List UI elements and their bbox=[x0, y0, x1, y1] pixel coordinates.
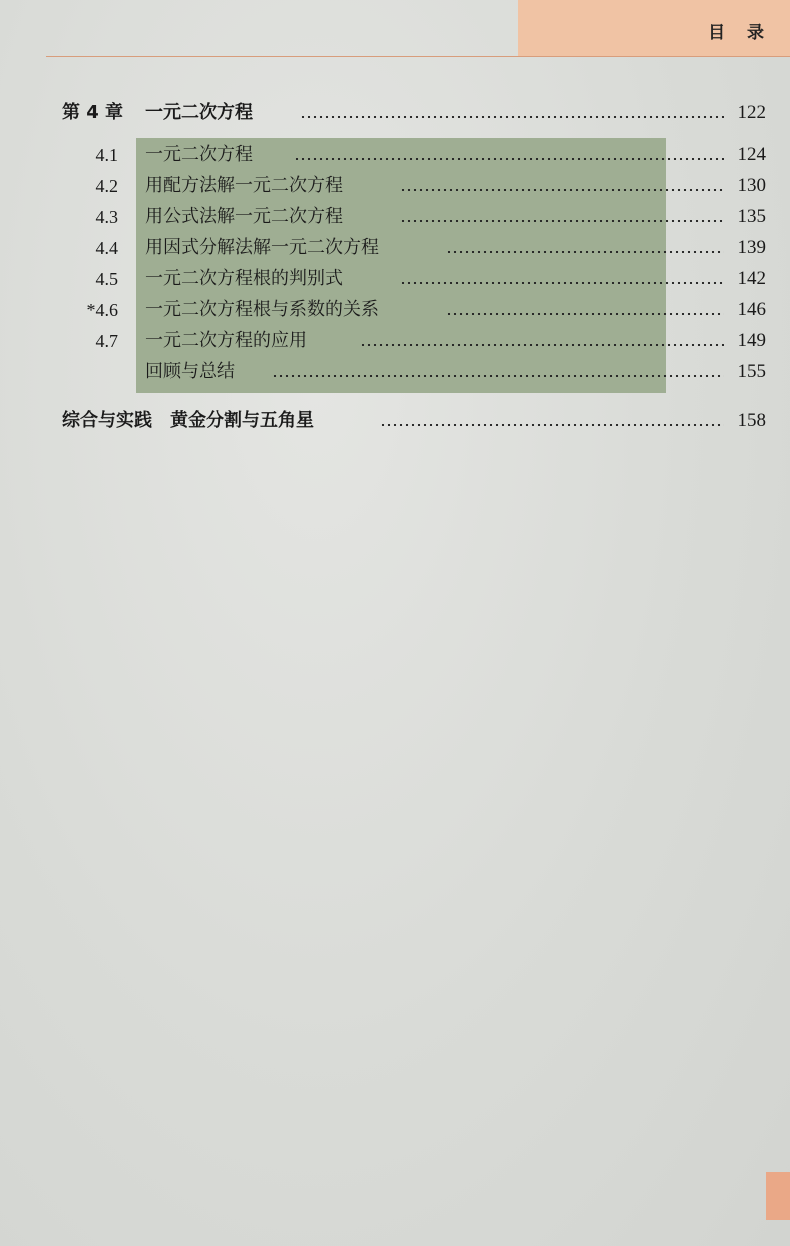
page-number: 155 bbox=[737, 361, 766, 382]
toc-section-entry[interactable] bbox=[0, 203, 790, 231]
chapter-title: 一元二次方程 bbox=[145, 102, 253, 123]
chapter-number: 第 4 章 bbox=[62, 102, 124, 123]
toc-section-entry[interactable] bbox=[0, 265, 790, 293]
section-title: 一元二次方程根与系数的关系 bbox=[145, 299, 379, 320]
section-number: 4.7 bbox=[95, 331, 118, 351]
section-number: *4.6 bbox=[86, 300, 118, 320]
header-rule bbox=[46, 56, 790, 57]
dot-leader bbox=[294, 141, 724, 169]
toc-section-entry[interactable] bbox=[0, 141, 790, 169]
dot-leader bbox=[380, 407, 724, 435]
section-number: 4.1 bbox=[95, 145, 118, 165]
dot-leader bbox=[446, 234, 724, 262]
page-number: 146 bbox=[737, 299, 766, 320]
header-tab bbox=[518, 0, 790, 56]
page-number: 142 bbox=[737, 268, 766, 289]
dot-leader bbox=[446, 296, 724, 324]
page-number: 149 bbox=[737, 330, 766, 351]
toc-section-entry[interactable] bbox=[0, 172, 790, 200]
toc-section-entry[interactable] bbox=[0, 358, 790, 386]
section-title: 一元二次方程根的判别式 bbox=[145, 268, 343, 289]
header-label: 目 录 bbox=[708, 23, 772, 43]
toc-section-entry[interactable] bbox=[0, 234, 790, 262]
section-number: 4.5 bbox=[95, 269, 118, 289]
toc-section-entry[interactable] bbox=[0, 327, 790, 355]
dot-leader bbox=[272, 358, 724, 386]
section-title: 用公式法解一元二次方程 bbox=[145, 206, 343, 227]
corner-page-tab bbox=[766, 1172, 790, 1220]
dot-leader bbox=[300, 99, 724, 127]
toc-practice-entry[interactable] bbox=[0, 407, 790, 435]
section-title: 一元二次方程的应用 bbox=[145, 330, 307, 351]
section-title: 一元二次方程 bbox=[145, 144, 253, 165]
section-number: 4.2 bbox=[95, 176, 118, 196]
toc-section-entry[interactable] bbox=[0, 296, 790, 324]
section-title: 用因式分解法解一元二次方程 bbox=[145, 237, 379, 258]
dot-leader bbox=[400, 265, 724, 293]
page-number: 135 bbox=[737, 206, 766, 227]
page-number: 139 bbox=[737, 237, 766, 258]
page-number: 122 bbox=[737, 102, 766, 123]
section-number: 4.4 bbox=[95, 238, 118, 258]
practice-title: 综合与实践 黄金分割与五角星 bbox=[62, 410, 314, 431]
section-title: 回顾与总结 bbox=[145, 361, 235, 382]
page-number: 158 bbox=[737, 410, 766, 431]
section-number: 4.3 bbox=[95, 207, 118, 227]
page-number: 130 bbox=[737, 175, 766, 196]
dot-leader bbox=[400, 172, 724, 200]
dot-leader bbox=[360, 327, 724, 355]
page-number: 124 bbox=[737, 144, 766, 165]
section-title: 用配方法解一元二次方程 bbox=[145, 175, 343, 196]
toc-chapter-entry[interactable] bbox=[0, 99, 790, 127]
dot-leader bbox=[400, 203, 724, 231]
